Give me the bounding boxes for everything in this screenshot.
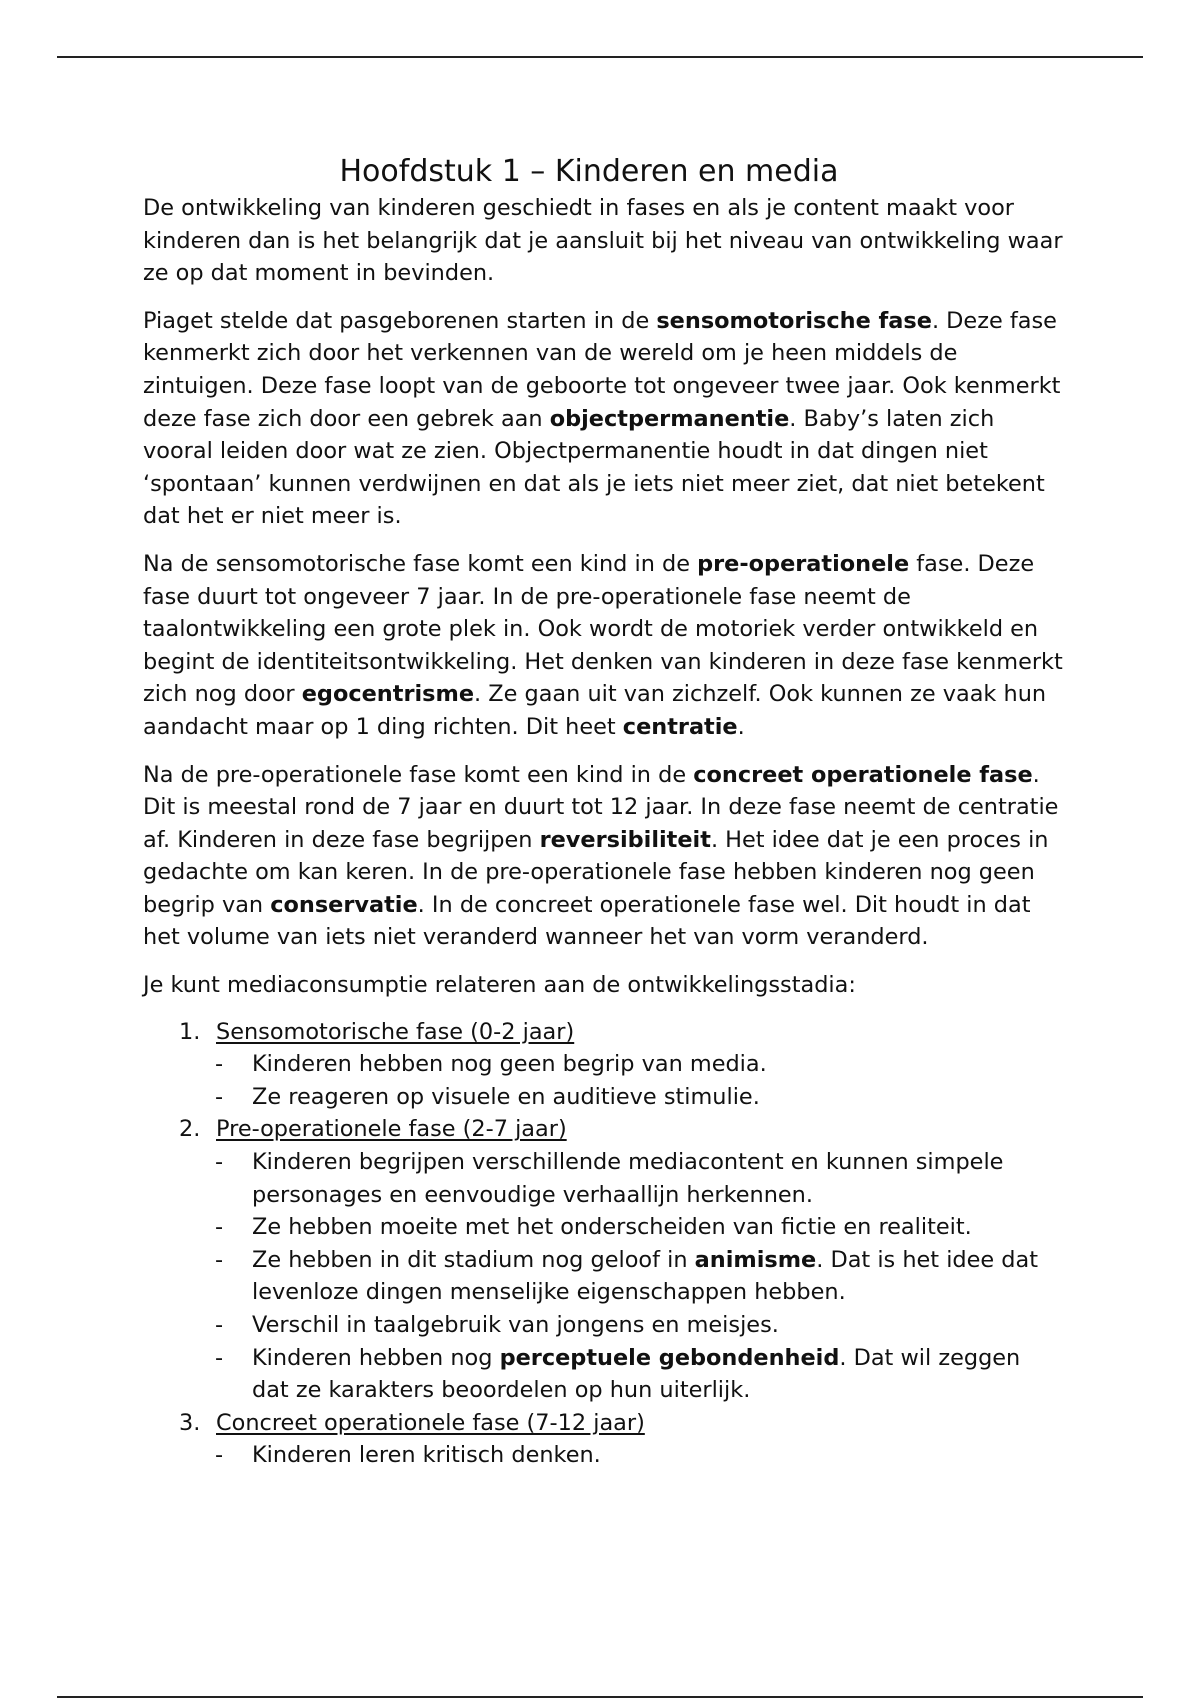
stages-list [143, 1016, 1063, 1472]
stage-number: 1. [179, 1018, 201, 1045]
term-perceptuele-gebondenheid: perceptuele gebondenheid [499, 1344, 840, 1371]
list-intro: Je kunt mediaconsumptie relateren aan de ontwikkelingsstadia: [143, 972, 856, 999]
dash-bullet: - [215, 1149, 224, 1176]
term-animisme: animisme [694, 1246, 817, 1273]
stage-bullets [143, 1146, 1063, 1407]
term-objectpermanentie: objectpermanentie [549, 405, 790, 432]
dash-bullet: - [215, 1083, 224, 1110]
stage-title: Concreet operationele fase (7-12 jaar) [216, 1409, 645, 1436]
term-egocentrisme: egocentrisme [301, 681, 475, 708]
bullet-item: - Kinderen hebben nog geen begrip van media. [143, 1048, 1063, 1081]
dash-bullet: - [215, 1312, 224, 1338]
dash-bullet: - [215, 1442, 224, 1469]
stage-item [143, 1113, 1063, 1406]
term-sensomotorische-fase: sensomotorische fase [656, 307, 932, 334]
stage-bullets [143, 1048, 1063, 1113]
paragraph-concreet-operationeel: Na de pre-operationele fase komt een kind in de concreet operationele fase. Dit is meestal rond de 7 jaar en duurt tot 12 jaar. In deze fase neemt de centratie af. Kinderen in deze fase begrijpen reversibiliteit. Het idee dat je een proces in gedachte om kan keren. In de pre-operationele fase hebben kinderen nog geen begrip van conservatie. In de concreet operationele fase wel. Dit houdt in dat het volume van iets niet veranderd wanneer het van vorm veranderd. [143, 761, 1059, 951]
dash-bullet: - [215, 1246, 224, 1273]
intro-paragraph: De ontwikkeling van kinderen geschiedt in fases en als je content maakt voor kinderen dan is het belangrijk dat je aansluit bij het niveau van ontwikkeling waar ze op dat moment in bevinden. [143, 195, 1063, 287]
header-rule [57, 56, 1143, 58]
chapter-title: Hoofdstuk 1 – Kinderen en media [339, 154, 839, 189]
paragraph-preoperationeel: Na de sensomotorische fase komt een kind in de pre-operationele fase. Deze fase duurt tot ongeveer 7 jaar. In de pre-operationele fase neemt de taalontwikkeling een grote plek in. Ook wordt de motoriek verder ontwikkeld en begint de identiteitsontwikkeling. Het denken van kinderen in deze fase kenmerkt zich nog door egocentrisme. Ze gaan uit van zichzelf. Ook kunnen ze vaak hun aandacht maar op 1 ding richten. Dit heet centratie. [143, 550, 1063, 740]
paragraph-sensomotorisch: Piaget stelde dat pasgeborenen starten in de sensomotorische fase. Deze fase kenmerkt zich door het verkennen van de wereld om je heen middels de zintuigen. Deze fase loopt van de geboorte tot ongeveer twee jaar. Ook kenmerkt deze fase zich door een gebrek aan objectpermanentie. Baby’s laten zich vooral leiden door wat ze zien. Objectpermanentie houdt in dat dingen niet ‘spontaan’ kunnen verdwijnen en dat als je iets niet meer ziet, dat niet betekent dat het er niet meer is. [143, 307, 1061, 530]
bullet-item: - Ze hebben in dit stadium nog geloof in animisme. Dat is het idee dat levenloze dingen menselijke eigenschappen hebben. [143, 1244, 1063, 1309]
stage-title: Pre-operationele fase (2-7 jaar) [216, 1116, 567, 1143]
bullet-item: - Verschil in taalgebruik van jongens en meisjes. [143, 1309, 1063, 1342]
dash-bullet: - [215, 1214, 224, 1241]
term-pre-operationele: pre-operationele [697, 550, 910, 577]
bullet-item: - Ze reageren op visuele en auditieve stimulie. [143, 1081, 1063, 1114]
term-reversibiliteit: reversibiliteit [539, 826, 711, 853]
bullet-item: - Kinderen hebben nog perceptuele gebondenheid. Dat wil zeggen dat ze karakters beoordelen op hun uiterlijk. [143, 1342, 1063, 1407]
dash-bullet: - [215, 1344, 224, 1371]
bullet-item: - Kinderen begrijpen verschillende mediacontent en kunnen simpele personages en eenvoudige verhaallijn herkennen. [143, 1146, 1063, 1211]
term-centratie: centratie [622, 713, 738, 740]
bullet-item: - Kinderen leren kritisch denken. [143, 1439, 1063, 1472]
bullet-item: - Ze hebben moeite met het onderscheiden van fictie en realiteit. [143, 1211, 1063, 1244]
stage-item [143, 1407, 1063, 1472]
term-conservatie: conservatie [270, 891, 418, 918]
footer-rule [57, 1696, 1143, 1698]
term-concreet-operationele-fase: concreet operationele fase [693, 761, 1033, 788]
stage-title: Sensomotorische fase (0-2 jaar) [216, 1018, 575, 1045]
stage-item [143, 1016, 1063, 1114]
stage-number: 2. [179, 1116, 201, 1143]
document-body [143, 152, 1063, 1472]
dash-bullet: - [215, 1051, 224, 1078]
stage-bullets [143, 1439, 1063, 1472]
stage-number: 3. [179, 1409, 201, 1436]
